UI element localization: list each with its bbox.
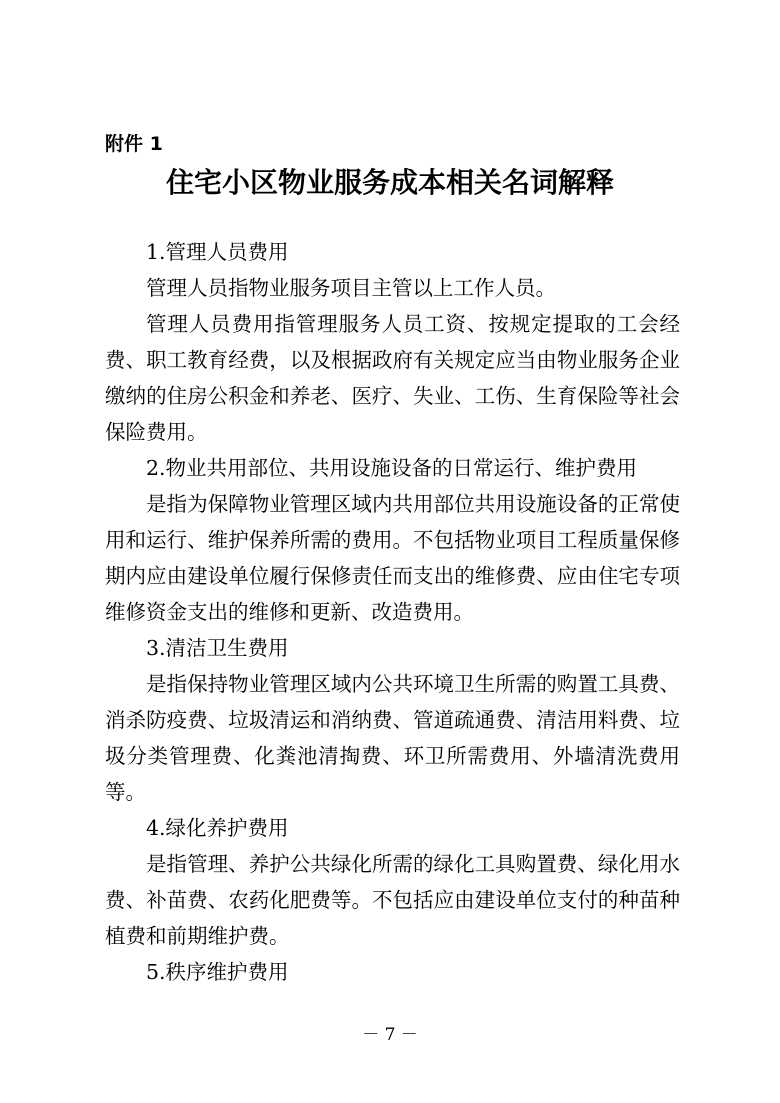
paragraph: 管理人员费用指管理服务人员工资、按规定提取的工会经费、职工教育经费，以及根据政府有关规定应当由物业服务企业缴纳的住房公积金和养老、医疗、失业、工伤、生育保险等社会保险费用。 [105, 312, 680, 444]
attachment-label: 附件 1 [105, 133, 163, 155]
document-body [105, 234, 680, 990]
paragraph: 管理人员指物业服务项目主管以上工作人员。 [146, 276, 556, 300]
paragraph: 是指保持物业管理区域内公共环境卫生所需的购置工具费、消杀防疫费、垃圾清运和消纳费、管道疏通费、清洁用料费、垃圾分类管理费、化粪池清掏费、环卫所需费用、外墙清洗费用等。 [105, 672, 680, 804]
paragraph: 是指管理、养护公共绿化所需的绿化工具购置费、绿化用水费、补苗费、农药化肥费等。不包括应由建设单位支付的种苗种植费和前期维护费。 [105, 852, 680, 948]
paragraph: 是指为保障物业管理区域内共用部位共用设施设备的正常使用和运行、维护保养所需的费用。不包括物业项目工程质量保修期内应由建设单位履行保修责任而支出的维修费、应由住宅专项维修资金支出的维修和更新、改造费用。 [105, 492, 680, 624]
section-heading-order-maintenance: 5.秩序维护费用 [146, 960, 289, 984]
page-number: － 7 － [362, 1025, 418, 1045]
section-heading-shared-facilities: 2.物业共用部位、共用设施设备的日常运行、维护费用 [146, 456, 638, 480]
section-heading-management-staff: 1.管理人员费用 [146, 240, 289, 264]
section-heading-cleaning: 3.清洁卫生费用 [146, 636, 289, 660]
page-title: 住宅小区物业服务成本相关名词解释 [165, 166, 614, 199]
section-heading-greening: 4.绿化养护费用 [146, 816, 289, 840]
